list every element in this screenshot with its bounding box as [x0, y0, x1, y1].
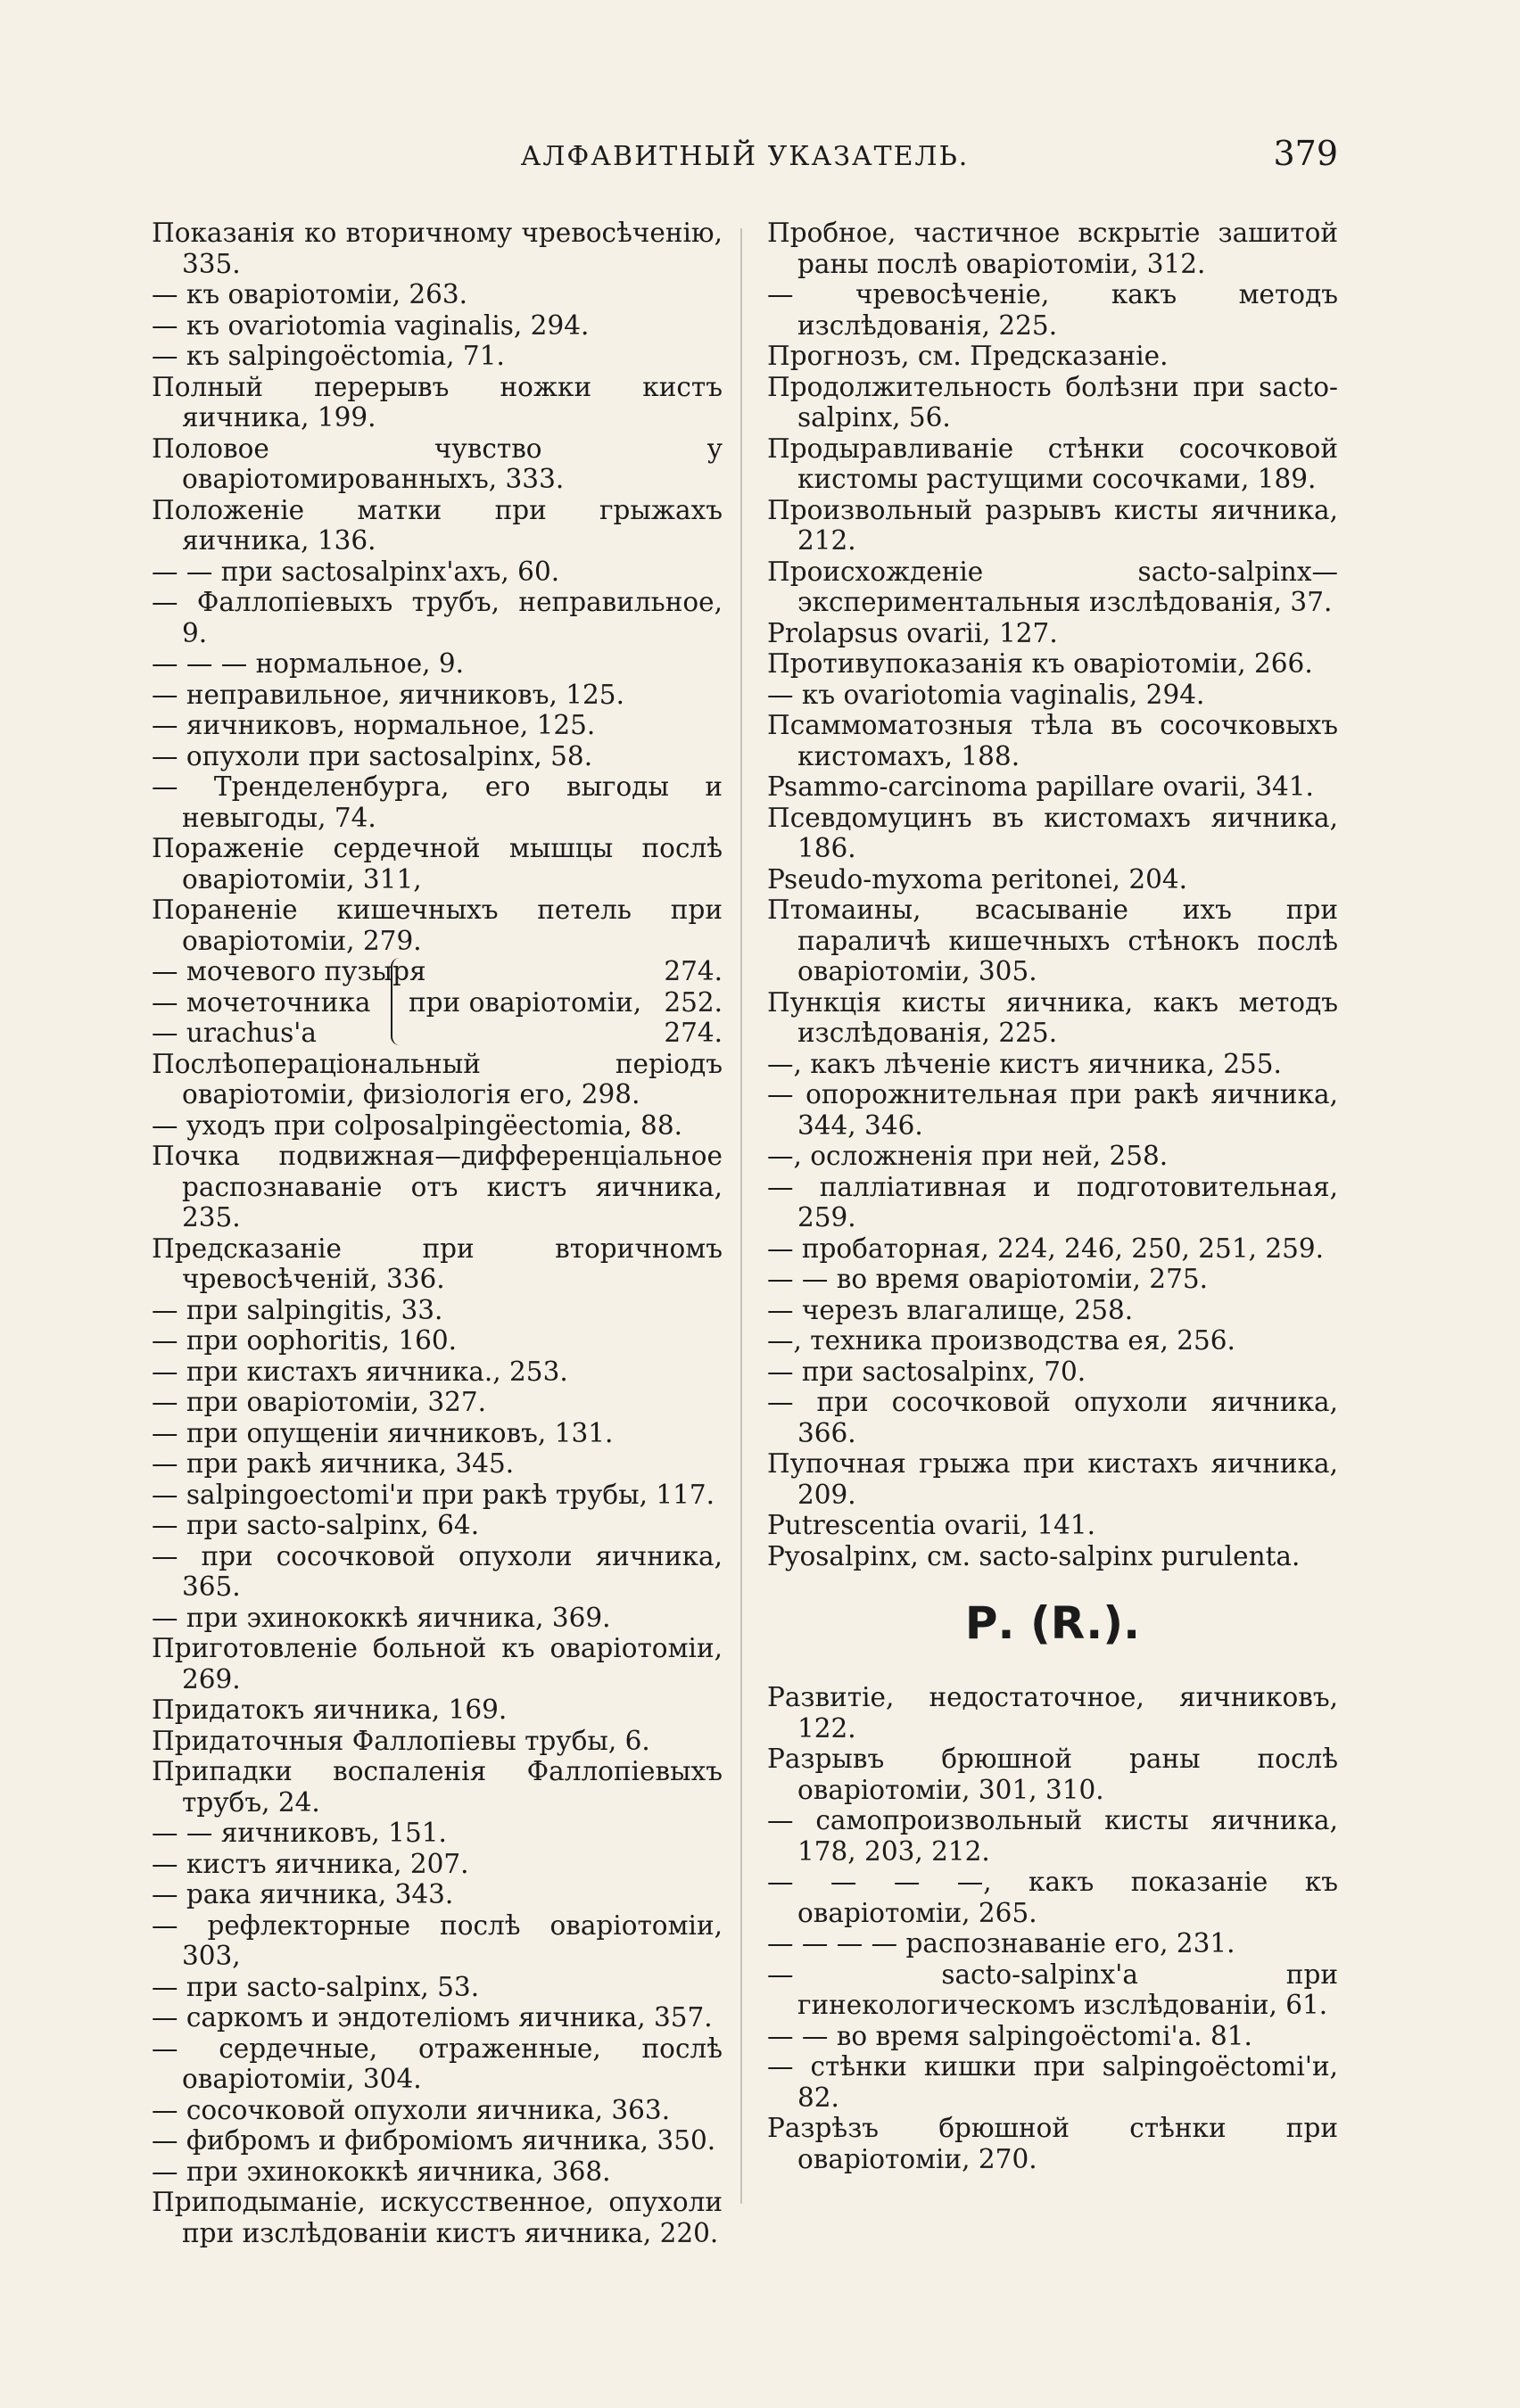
index-entry: — чревосѣченіе, какъ методъ изслѣдованія, 225. — [767, 279, 1338, 341]
index-entry: Пораненіе кишечныхъ петель при оваріотоміи, 279. — [152, 895, 723, 956]
index-entry: — при salpingitis, 33. — [152, 1294, 443, 1325]
index-entry: Пункція кисты яичника, какъ методъ изслѣдованія, 225. — [767, 986, 1338, 1048]
brace-row-label: — urachus'а — [152, 1018, 317, 1048]
index-entry: Pseudo-myxoma peritonei, 204. — [767, 863, 1188, 895]
index-entry: — самопроизвольный кисты яичника, 178, 203, 212. — [767, 1805, 1338, 1867]
index-entry: — при ракѣ яичника, 345. — [152, 1448, 515, 1479]
index-entry: Полный перерывъ ножки кистъ яичника, 199. — [152, 371, 723, 433]
index-entry: Припадки воспаленія Фаллопіевыхъ трубъ, 24. — [152, 1756, 723, 1818]
index-entry: Разрѣзъ брюшной стѣнки при оваріотоміи, 270. — [767, 2113, 1338, 2174]
page-header — [152, 134, 1338, 178]
index-entry: — — — —, какъ показаніе къ оваріотоміи, 265. — [767, 1867, 1338, 1928]
index-entry: — черезъ влагалище, 258. — [767, 1294, 1134, 1325]
index-entry: — — яичниковъ, 151. — [152, 1818, 447, 1848]
index-entry: Предсказаніе при вторичномъ чревосѣченій, 336. — [152, 1233, 723, 1294]
right-column — [767, 218, 1338, 2174]
index-entry: — salpingoectomi'и при ракѣ трубы, 117. — [152, 1479, 715, 1510]
left-entries-top — [152, 218, 723, 956]
index-entry: — опорожнительная при ракѣ яичника, 344, 346. — [767, 1079, 1338, 1141]
right-entries-top — [767, 218, 1338, 1571]
index-entry: Prolapsus ovarii, 127. — [767, 617, 1058, 648]
index-entry: — — во время оваріотоміи, 275. — [767, 1264, 1208, 1294]
index-entry: — рака яичника, 343. — [152, 1879, 454, 1909]
brace-row-shared: при оваріотоміи, — [409, 986, 642, 1018]
index-entry: — при сосочковой опухоли яичника, 366. — [767, 1387, 1338, 1448]
page-number: 379 — [1273, 134, 1338, 173]
column-divider — [740, 228, 742, 2204]
index-entry: Псаммоматозныя тѣла въ сосочковыхъ кистомахъ, 188. — [767, 710, 1338, 771]
index-entry: Положеніе матки при грыжахъ яичника, 136. — [152, 494, 723, 556]
brace-row-number: 252. — [664, 986, 723, 1018]
index-entry: — пробаторная, 224, 246, 250, 251, 259. — [767, 1233, 1325, 1264]
left-column — [152, 218, 723, 2248]
index-entry: — палліативная и подготовительная, 259. — [767, 1171, 1338, 1233]
brace-row-shared — [392, 1018, 624, 1049]
brace-row — [152, 1018, 723, 1049]
index-entry: — фибромъ и фиброміомъ яичника, 350. — [152, 2125, 716, 2156]
index-entry: — при эхинококкѣ яичника, 368. — [152, 2156, 611, 2187]
index-entry: — при sacto-salpinx, 53. — [152, 1971, 480, 2002]
index-entry: Продыравливаніе стѣнки сосочковой кистомы растущими сосочками, 189. — [767, 433, 1338, 494]
index-entry: Пораженіе сердечной мышцы послѣ оваріотоміи, 311, — [152, 833, 723, 895]
index-entry: — къ оваріотоміи, 263. — [152, 279, 468, 309]
brace-mark — [391, 958, 405, 1045]
index-entry: Приподыманіе, искусственное, опухоли при изслѣдованіи кистъ яичника, 220. — [152, 2187, 723, 2248]
index-entry: — при эхинококкѣ яичника, 369. — [152, 1602, 611, 1633]
brace-row-shared — [392, 956, 624, 987]
index-entry: — неправильное, яичниковъ, 125. — [152, 679, 624, 710]
index-entry: — къ salpingoёctomia, 71. — [152, 341, 505, 371]
index-entry: —, техника производства ея, 256. — [767, 1325, 1235, 1356]
index-entry: Половое чувство у оваріотомированныхъ, 333. — [152, 433, 723, 494]
index-entry: — Тренделенбурга, его выгоды и невыгоды, 74. — [152, 771, 723, 833]
index-entry: — стѣнки кишки при salpingoёctomi'и, 82. — [767, 2051, 1338, 2113]
index-entry: — яичниковъ, нормальное, 125. — [152, 710, 596, 740]
index-entry: — къ ovariotomia vaginalis, 294. — [152, 309, 590, 341]
index-entry: Послѣопераціональный періодъ оваріотоміи, физіологія его, 298. — [152, 1048, 723, 1109]
left-entries-bottom — [152, 1049, 723, 2249]
index-entry: —, осложненія при ней, 258. — [767, 1141, 1169, 1171]
index-entry: — сердечные, отраженные, послѣ оваріотоміи, 304. — [152, 2033, 723, 2094]
index-entry: — при сосочковой опухоли яичника, 365. — [152, 1540, 723, 1602]
brace-row — [152, 987, 723, 1018]
index-entry: — при sacto-salpinx, 64. — [152, 1510, 480, 1540]
index-entry: — при опущеніи яичниковъ, 131. — [152, 1417, 614, 1448]
brace-row-number: 274. — [664, 956, 723, 986]
index-entry: Psammo-carcinoma papillare ovarii, 341. — [767, 771, 1314, 802]
index-entry: —, какъ лѣченіе кистъ яичника, 255. — [767, 1048, 1282, 1079]
index-entry: — саркомъ и эндотеліомъ яичника, 357. — [152, 2002, 713, 2033]
index-entry: Показанія ко вторичному чревосѣченію, 335. — [152, 218, 723, 279]
index-entry: Почка подвижная—дифференціальное распознаваніе отъ кистъ яичника, 235. — [152, 1141, 723, 1233]
index-entry: Приготовленіе больной къ оваріотоміи, 269. — [152, 1633, 723, 1695]
index-entry: Разрывъ брюшной раны послѣ оваріотоміи, 301, 310. — [767, 1744, 1338, 1805]
brace-row — [152, 956, 723, 987]
index-entry: Развитіе, недостаточное, яичниковъ, 122. — [767, 1682, 1338, 1744]
index-entry: — къ ovariotomia vaginalis, 294. — [767, 679, 1205, 710]
index-entry: — при sactosalpinx, 70. — [767, 1356, 1086, 1387]
index-entry: Придаточныя Фаллопіевы трубы, 6. — [152, 1725, 650, 1756]
index-entry: — — — нормальное, 9. — [152, 648, 465, 679]
index-entry: — при кистахъ яичника., 253. — [152, 1356, 568, 1387]
index-entry: Птомаины, всасываніе ихъ при параличѣ кишечныхъ стѣнокъ послѣ оваріотоміи, 305. — [767, 895, 1338, 986]
index-entry: — при oophoritis, 160. — [152, 1325, 458, 1356]
index-entry: Происхожденіе sacto-salpinx—экспериментальныя изслѣдованія, 37. — [767, 556, 1338, 617]
index-entry: — при оваріотоміи, 327. — [152, 1387, 487, 1417]
index-entry: Противупоказанія къ оваріотоміи, 266. — [767, 648, 1313, 679]
index-entry: — рефлекторные послѣ оваріотоміи, 303, — [152, 1909, 723, 1971]
index-entry: — уходъ при colposalpingёectomia, 88. — [152, 1109, 682, 1141]
brace-row-number: 274. — [664, 1018, 723, 1048]
right-entries-bottom — [767, 1682, 1338, 2174]
index-entry: Псевдомуцинъ въ кистомахъ яичника, 186. — [767, 802, 1338, 863]
index-entry: Пробное, частичное вскрытіе зашитой раны послѣ оваріотоміи, 312. — [767, 218, 1338, 279]
index-entry: — — — — распознаваніе его, 231. — [767, 1928, 1235, 1959]
index-entry: — — при sactosalpinx'ахъ, 60. — [152, 556, 560, 587]
index-entry: — Фаллопіевыхъ трубъ, неправильное, 9. — [152, 587, 723, 648]
index-entry: Придатокъ яичника, 169. — [152, 1695, 508, 1725]
brace-row-label: — мочеточника — [152, 986, 371, 1018]
index-entry: Pyosalpinx, см. sacto-salpinx purulenta. — [767, 1540, 1301, 1571]
index-entry: — опухоли при sactosalpinx, 58. — [152, 740, 593, 771]
index-entry: — sacto-salpinx'а при гинекологическомъ изслѣдованіи, 61. — [767, 1959, 1338, 2020]
index-entry: Продолжительность болѣзни при sacto-salpinx, 56. — [767, 371, 1338, 433]
brace-group — [152, 956, 723, 1049]
running-title: АЛФАВИТНЫЙ УКАЗАТЕЛЬ. — [520, 141, 970, 172]
index-entry: — — во время salpingoёctomi'а. 81. — [767, 2020, 1252, 2051]
index-entry: — кистъ яичника, 207. — [152, 1848, 469, 1879]
section-heading: Р. (R.). — [964, 1597, 1141, 1649]
index-entry: — сосочковой опухоли яичника, 363. — [152, 2094, 671, 2125]
index-entry: Произвольный разрывъ кисты яичника, 212. — [767, 494, 1338, 556]
index-entry: Прогнозъ, см. Предсказаніе. — [767, 341, 1169, 371]
index-entry: Putrescentia ovarii, 141. — [767, 1510, 1096, 1540]
brace-row-label: — мочевого пузыря — [152, 956, 426, 986]
index-entry: Пупочная грыжа при кистахъ яичника, 209. — [767, 1448, 1338, 1510]
